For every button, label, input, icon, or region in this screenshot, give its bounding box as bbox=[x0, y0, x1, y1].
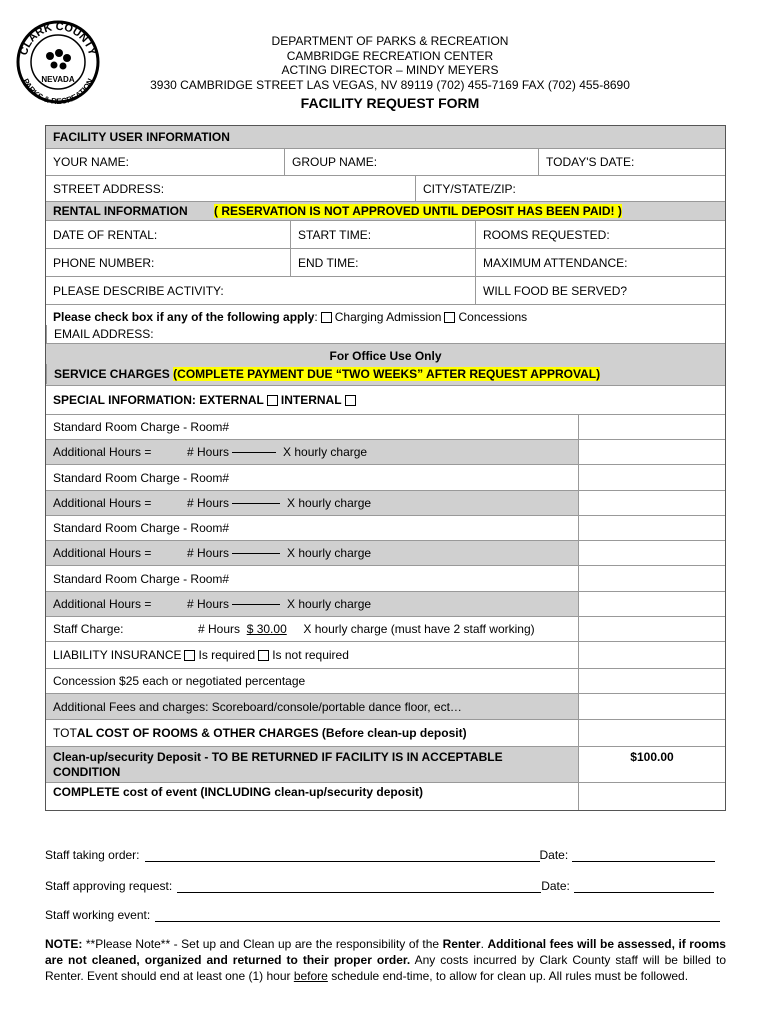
section-label: FACILITY USER INFORMATION bbox=[53, 130, 230, 144]
staff-charge-amount[interactable] bbox=[578, 617, 725, 641]
max-attendance-field[interactable]: MAXIMUM ATTENDANCE: bbox=[475, 249, 725, 276]
room-charge-2: Standard Room Charge - Room# bbox=[53, 470, 230, 485]
svg-text:PARKS & RECREATION: PARKS & RECREATION bbox=[20, 77, 96, 107]
city-state-zip-field[interactable]: CITY/STATE/ZIP: bbox=[415, 176, 725, 201]
admission-label: Charging Admission bbox=[334, 310, 442, 324]
admission-checkbox[interactable] bbox=[321, 312, 332, 323]
section-label: RENTAL INFORMATION bbox=[53, 204, 188, 218]
office-use-heading: For Office Use Only bbox=[329, 349, 442, 363]
staff-taking-order-label: Staff taking order: bbox=[45, 848, 140, 862]
form-title: FACILITY REQUEST FORM bbox=[300, 95, 480, 111]
food-served-field[interactable]: WILL FOOD BE SERVED? bbox=[475, 277, 725, 304]
additional-hours-3: Additional Hours = # Hours X hourly charge bbox=[53, 546, 372, 560]
room-charge-3: Standard Room Charge - Room# bbox=[53, 521, 230, 535]
complete-cost-amount[interactable] bbox=[578, 783, 725, 810]
additional-hours-2-amount[interactable] bbox=[578, 491, 725, 515]
liability-amount[interactable] bbox=[578, 642, 725, 668]
letterhead bbox=[120, 34, 660, 111]
director-line: ACTING DIRECTOR – MINDY MEYERS bbox=[281, 63, 499, 77]
group-name-field[interactable]: GROUP NAME: bbox=[284, 149, 538, 175]
room-charge-3-amount[interactable] bbox=[578, 516, 725, 540]
room-charge-1-amount[interactable] bbox=[578, 415, 725, 439]
additional-hours-4-amount[interactable] bbox=[578, 592, 725, 616]
liability-required-checkbox[interactable] bbox=[184, 650, 195, 661]
describe-activity-field[interactable]: PLEASE DESCRIBE ACTIVITY: bbox=[53, 283, 224, 298]
additional-hours-4: Additional Hours = # Hours X hourly charge bbox=[53, 597, 372, 611]
room-charge-4-amount[interactable] bbox=[578, 566, 725, 591]
hours-blank[interactable] bbox=[232, 604, 280, 605]
staff-approving-label: Staff approving request: bbox=[45, 879, 173, 893]
user-info-header bbox=[46, 126, 725, 148]
your-name-field[interactable]: YOUR NAME: bbox=[53, 155, 130, 169]
external-checkbox[interactable] bbox=[267, 395, 278, 406]
date-of-rental-field[interactable]: DATE OF RENTAL: bbox=[53, 227, 158, 242]
date-line[interactable] bbox=[572, 861, 715, 862]
total-cost-line: TOT AL COST OF ROOMS & OTHER CHARGES (Before clean-up deposit) bbox=[53, 726, 467, 740]
service-charges-label: SERVICE CHARGES bbox=[54, 367, 170, 381]
todays-date-field[interactable]: TODAY'S DATE: bbox=[538, 149, 725, 175]
additional-hours-1-amount[interactable] bbox=[578, 440, 725, 464]
room-charge-1: Standard Room Charge - Room# bbox=[53, 420, 230, 434]
additional-fees-line: Additional Fees and charges: Scoreboard/console/portable dance floor, ect… bbox=[53, 699, 462, 714]
hours-blank[interactable] bbox=[232, 503, 280, 504]
additional-hours-3-amount[interactable] bbox=[578, 541, 725, 565]
staff-working-label: Staff working event: bbox=[45, 908, 151, 922]
staff-charge: Staff Charge: # Hours $ 30.00 X hourly charge (must have 2 staff working) bbox=[53, 622, 535, 636]
hours-blank[interactable] bbox=[232, 452, 276, 453]
payment-due-note: (COMPLETE PAYMENT DUE “TWO WEEKS” AFTER REQUEST APPROVAL) bbox=[173, 367, 601, 381]
center-line: CAMBRIDGE RECREATION CENTER bbox=[286, 48, 494, 63]
special-info-label: SPECIAL INFORMATION: EXTERNAL bbox=[53, 393, 264, 407]
room-charge-4: Standard Room Charge - Room# bbox=[53, 571, 230, 586]
street-address-field[interactable]: STREET ADDRESS: bbox=[53, 181, 165, 196]
date-label: Date: bbox=[541, 879, 570, 893]
staff-rate: $ 30.00 bbox=[246, 622, 287, 636]
room-charge-2-amount[interactable] bbox=[578, 465, 725, 490]
complete-cost-line: COMPLETE cost of event (INCLUDING clean-up/security deposit) bbox=[53, 785, 424, 799]
facility-request-form: FACILITY USER INFORMATION YOUR NAME: GROUP NAME: TODAY'S DATE: STREET ADDRESS: CITY/STATE/ZIP: RENTAL INFORMATION ( RESERVATION IS NOT APPROVED UNTIL DEPOSIT HAS BEEN PAID! ) DATE OF RENTAL: START TIME: ROOMS REQUESTED: PHONE NUMBER: END TIME: MAXIMUM ATTENDANCE: PLEASE DESCRIBE ACTIVITY: WILL FOOD BE SERVED? Please check box if any of the following apply : Charging Admission Concessions EMAIL ADDRESS: For Office Use Only SERVICE CHARGES (COMPLETE PAYMENT DUE “TWO WEEKS” AFTER REQUEST APPROVAL) SPECIAL INFORMATION: EXTERNAL INTERNAL Standard Room Charge - Room# Additional Hours = # Hours X hourly charge Standard Room Charge - Room# Additional Hours = # Hours X hourly charge Standard Room Charge - Room# Additional Hours = # Hours X hourly charge Standard Room Charge - Room# Additional Hours = # Hours X hourly charge Staff Charge: # Hours $ 30.00 X hourly charge (must have 2 staff working) LIABILITY INSURANCE Is required Is not required Concession $25 each or negotiated percentage Additional Fees and charges: Scoreboard/console/portable dance floor, ect… TOT AL COST OF ROOMS & OTHER CHARGES (Before clean-up deposit) Clean-up/security Deposit - TO BE RETURNED IF FACILITY IS IN ACCEPTABLE CONDITION $100.00 COMPLETE cost of event (INCLUDING clean-up/security deposit) bbox=[45, 125, 726, 811]
note-paragraph: NOTE: **Please Note** - Set up and Clean up are the responsibility of the Renter. Additional fees will be assessed, if rooms are not cleaned, organized and returned to their proper order. Any costs incurred by Clark County staff will be billed to Renter. Event should end at least one (1) hour before schedule end-time, to allow for clean up. All rules must be followed. bbox=[45, 937, 727, 983]
deposit-line: Clean-up/security Deposit - TO BE RETURNED IF FACILITY IS IN ACCEPTABLE CONDITION bbox=[53, 749, 503, 779]
rooms-requested-field[interactable]: ROOMS REQUESTED: bbox=[475, 221, 725, 248]
clark-county-logo bbox=[12, 16, 104, 108]
date-line[interactable] bbox=[574, 892, 714, 893]
department-line: DEPARTMENT OF PARKS & RECREATION bbox=[271, 34, 509, 48]
staff-approving-line[interactable] bbox=[177, 892, 541, 893]
office-use-header bbox=[46, 343, 725, 385]
deposit-amount: $100.00 bbox=[578, 747, 725, 782]
internal-label: INTERNAL bbox=[280, 393, 342, 407]
end-time-field[interactable]: END TIME: bbox=[290, 249, 475, 276]
additional-fees-amount[interactable] bbox=[578, 694, 725, 719]
additional-hours-2: Additional Hours = # Hours X hourly charge bbox=[53, 496, 372, 510]
svg-text:NEVADA: NEVADA bbox=[41, 75, 75, 84]
staff-taking-order-row bbox=[45, 848, 715, 862]
staff-taking-order-line[interactable] bbox=[145, 861, 540, 862]
rental-info-header bbox=[46, 201, 725, 220]
staff-working-line[interactable] bbox=[155, 921, 720, 922]
liability-not-required-checkbox[interactable] bbox=[258, 650, 269, 661]
concession-amount[interactable] bbox=[578, 669, 725, 693]
email-field[interactable]: EMAIL ADDRESS: bbox=[46, 325, 725, 343]
concessions-label: Concessions bbox=[458, 310, 528, 324]
additional-hours-1: Additional Hours = # Hours X hourly charge bbox=[53, 445, 368, 459]
total-cost-amount[interactable] bbox=[578, 720, 725, 746]
staff-approving-row bbox=[45, 879, 714, 893]
deposit-warning: ( RESERVATION IS NOT APPROVED UNTIL DEPOSIT HAS BEEN PAID! ) bbox=[214, 204, 622, 218]
address-line: 3930 CAMBRIDGE STREET LAS VEGAS, NV 89119 (702) 455-7169 FAX (702) 455-8690 bbox=[150, 77, 630, 92]
staff-working-row bbox=[45, 908, 720, 922]
concession-line: Concession $25 each or negotiated percentage bbox=[53, 674, 306, 688]
internal-checkbox[interactable] bbox=[345, 395, 356, 406]
start-time-field[interactable]: START TIME: bbox=[290, 221, 475, 248]
liability-insurance: LIABILITY INSURANCE Is required Is not required bbox=[53, 648, 349, 662]
check-prompt: Please check box if any of the following apply bbox=[53, 310, 315, 324]
phone-number-field[interactable]: PHONE NUMBER: bbox=[53, 255, 155, 270]
concessions-checkbox[interactable] bbox=[444, 312, 455, 323]
hours-blank[interactable] bbox=[232, 553, 280, 554]
svg-text:CLARK COUNTY: CLARK COUNTY bbox=[17, 20, 99, 57]
date-label: Date: bbox=[539, 848, 569, 862]
